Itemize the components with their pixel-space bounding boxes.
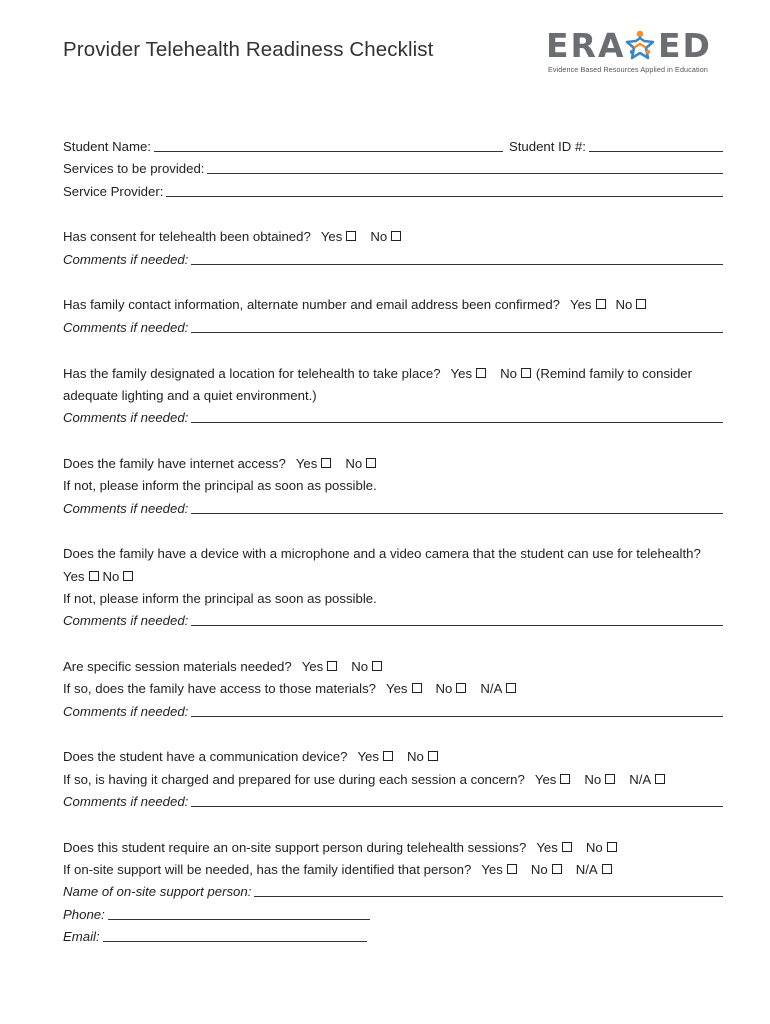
yes-checkbox[interactable]: [476, 368, 486, 378]
inform-principal-text: If not, please inform the principal as soon as possible.: [63, 590, 377, 606]
no-option[interactable]: [586, 837, 617, 859]
no-option[interactable]: [500, 363, 531, 385]
comments-field[interactable]: [191, 317, 723, 333]
question-text: Does this student require an on-site support person during telehealth sessions?: [63, 839, 527, 855]
no-checkbox[interactable]: [605, 774, 615, 784]
yes-option[interactable]: [302, 656, 338, 678]
question-text: If on-site support will be needed, has the family identified that person?: [63, 862, 472, 878]
na-checkbox[interactable]: [655, 774, 665, 784]
yes-label: Yes: [386, 681, 408, 697]
yes-checkbox[interactable]: [89, 571, 99, 581]
na-label: N/A: [629, 771, 652, 787]
yes-option[interactable]: [536, 837, 572, 859]
yes-label: Yes: [534, 771, 557, 787]
yes-checkbox[interactable]: [562, 842, 572, 852]
comments-field[interactable]: [191, 701, 723, 717]
comments-row: [63, 498, 723, 520]
logo-tagline: Evidence Based Resources Applied in Education: [548, 65, 708, 74]
question-device-charged: [63, 769, 723, 791]
question-device: [63, 543, 723, 565]
yes-label: Yes: [536, 839, 558, 855]
location-note-continued: adequate lighting and a quiet environment.): [63, 387, 317, 403]
comments-row: [63, 701, 723, 723]
phone-label: Phone:: [63, 906, 105, 922]
no-checkbox[interactable]: [428, 751, 438, 761]
no-checkbox[interactable]: [521, 368, 531, 378]
comments-label: Comments if needed:: [63, 410, 189, 426]
comments-field[interactable]: [191, 498, 723, 514]
yes-checkbox[interactable]: [507, 864, 517, 874]
services-label: Services to be provided:: [63, 161, 205, 177]
question-contact-info: [63, 294, 723, 316]
no-checkbox[interactable]: [391, 231, 401, 241]
service-provider-field[interactable]: [166, 181, 723, 197]
email-row: [63, 926, 723, 948]
question-support-identified: [63, 859, 723, 881]
comments-field[interactable]: [191, 610, 723, 626]
na-label: N/A: [575, 862, 598, 878]
no-label: No: [585, 839, 603, 855]
comments-label: Comments if needed:: [63, 319, 189, 335]
service-provider-label: Service Provider:: [63, 183, 164, 199]
comments-field[interactable]: [191, 791, 723, 807]
no-label: No: [584, 771, 602, 787]
comments-row: [63, 610, 723, 632]
comments-row: [63, 317, 723, 339]
yes-option[interactable]: [63, 566, 99, 588]
yes-option[interactable]: [535, 769, 571, 791]
no-checkbox[interactable]: [456, 683, 466, 693]
checklist-form: [63, 136, 723, 948]
comments-field[interactable]: [191, 407, 723, 423]
support-name-field[interactable]: [254, 881, 723, 897]
no-option[interactable]: [436, 678, 467, 700]
no-option[interactable]: [351, 656, 382, 678]
yes-option[interactable]: [357, 746, 393, 768]
question-text: If so, does the family have access to those materials?: [63, 681, 376, 697]
page-title: Provider Telehealth Readiness Checklist: [63, 38, 434, 61]
no-label: No: [102, 568, 120, 584]
comments-field[interactable]: [191, 249, 723, 265]
question-text: Has the family designated a location for telehealth to take place?: [63, 365, 441, 381]
question-text: Does the family have internet access?: [63, 455, 286, 471]
yes-label: Yes: [450, 365, 473, 381]
question-text: If so, is having it charged and prepared for use during each session a concern?: [63, 771, 525, 787]
student-id-label: Student ID #:: [508, 139, 586, 154]
na-checkbox[interactable]: [506, 683, 516, 693]
no-label: No: [435, 681, 453, 697]
support-name-label: Name of on-site support person:: [63, 884, 252, 900]
phone-row: [63, 904, 723, 926]
comments-label: Comments if needed:: [63, 703, 189, 719]
inform-principal-row: [63, 475, 723, 497]
yes-checkbox[interactable]: [412, 683, 422, 693]
no-label: No: [351, 659, 369, 675]
email-label: Email:: [63, 929, 100, 945]
no-checkbox[interactable]: [607, 842, 617, 852]
yes-option[interactable]: [386, 678, 422, 700]
comments-row: [63, 791, 723, 813]
no-label: No: [370, 229, 388, 245]
yes-checkbox[interactable]: [321, 458, 331, 468]
yes-label: Yes: [320, 229, 343, 245]
no-option[interactable]: [584, 769, 615, 791]
student-name-label: Student Name:: [63, 139, 151, 154]
student-id-field[interactable]: [589, 136, 723, 152]
services-row: [63, 158, 723, 180]
na-option[interactable]: [480, 678, 516, 700]
yes-option[interactable]: [321, 226, 357, 248]
no-checkbox[interactable]: [123, 571, 133, 581]
logo-era-text: ERA: [546, 26, 626, 65]
services-field[interactable]: [207, 158, 723, 174]
no-label: No: [500, 365, 517, 381]
support-name-row: [63, 881, 723, 903]
na-option[interactable]: [576, 859, 612, 881]
no-label: No: [615, 297, 633, 313]
no-option[interactable]: [370, 226, 401, 248]
student-name-row: [63, 136, 723, 158]
comments-row: [63, 249, 723, 271]
era-ed-logo: [546, 26, 721, 78]
no-checkbox[interactable]: [552, 864, 562, 874]
question-text: Has family contact information, alternate number and email address been confirmed?: [63, 297, 560, 313]
comments-label: Comments if needed:: [63, 794, 189, 810]
no-option[interactable]: [345, 453, 376, 475]
question-materials: [63, 656, 723, 678]
yes-checkbox[interactable]: [346, 231, 356, 241]
na-checkbox[interactable]: [602, 864, 612, 874]
inform-principal-text: If not, please inform the principal as soon as possible.: [63, 478, 377, 494]
no-label: No: [406, 749, 424, 765]
star-people-icon: [622, 28, 658, 64]
email-field[interactable]: [103, 926, 367, 942]
comments-row: [63, 407, 723, 429]
student-name-field[interactable]: [154, 136, 503, 152]
no-checkbox[interactable]: [366, 458, 376, 468]
comments-label: Comments if needed:: [63, 251, 189, 267]
no-option[interactable]: [103, 566, 134, 588]
yes-option[interactable]: [570, 294, 606, 316]
no-label: No: [530, 862, 548, 878]
question-text: Does the student have a communication device?: [63, 749, 348, 765]
no-option[interactable]: [616, 294, 647, 316]
no-checkbox[interactable]: [636, 299, 646, 309]
yes-checkbox[interactable]: [596, 299, 606, 309]
yes-label: Yes: [570, 297, 592, 313]
yes-checkbox[interactable]: [327, 661, 337, 671]
yes-option[interactable]: [296, 453, 332, 475]
yes-option[interactable]: [481, 859, 517, 881]
yes-label: Yes: [295, 455, 318, 471]
yes-option[interactable]: [451, 363, 487, 385]
logo-ed-text: ED: [658, 26, 712, 65]
question-onsite-support: [63, 837, 723, 859]
question-text: Has consent for telehealth been obtained?: [63, 229, 311, 245]
location-note-row: [63, 385, 723, 407]
location-note: (Remind family to consider: [535, 365, 693, 381]
service-provider-row: [63, 181, 723, 203]
yes-checkbox[interactable]: [383, 751, 393, 761]
comments-label: Comments if needed:: [63, 613, 189, 629]
na-label: N/A: [480, 681, 503, 697]
question-text: Are specific session materials needed?: [63, 659, 292, 675]
yes-checkbox[interactable]: [560, 774, 570, 784]
yes-label: Yes: [63, 568, 85, 584]
comments-label: Comments if needed:: [63, 500, 189, 516]
question-internet: [63, 453, 723, 475]
phone-field[interactable]: [108, 904, 370, 920]
na-option[interactable]: [629, 769, 665, 791]
question-communication-device: [63, 746, 723, 768]
device-options-row: [63, 566, 723, 588]
no-checkbox[interactable]: [372, 661, 382, 671]
question-materials-access: [63, 678, 723, 700]
inform-principal-row: [63, 588, 723, 610]
question-location: [63, 363, 723, 385]
question-consent: [63, 226, 723, 248]
yes-label: Yes: [301, 659, 324, 675]
yes-label: Yes: [481, 862, 503, 878]
no-label: No: [345, 455, 363, 471]
yes-label: Yes: [357, 749, 379, 765]
no-option[interactable]: [531, 859, 562, 881]
question-text: Does the family have a device with a microphone and a video camera that the student can use for telehealth?: [63, 546, 701, 562]
no-option[interactable]: [407, 746, 438, 768]
